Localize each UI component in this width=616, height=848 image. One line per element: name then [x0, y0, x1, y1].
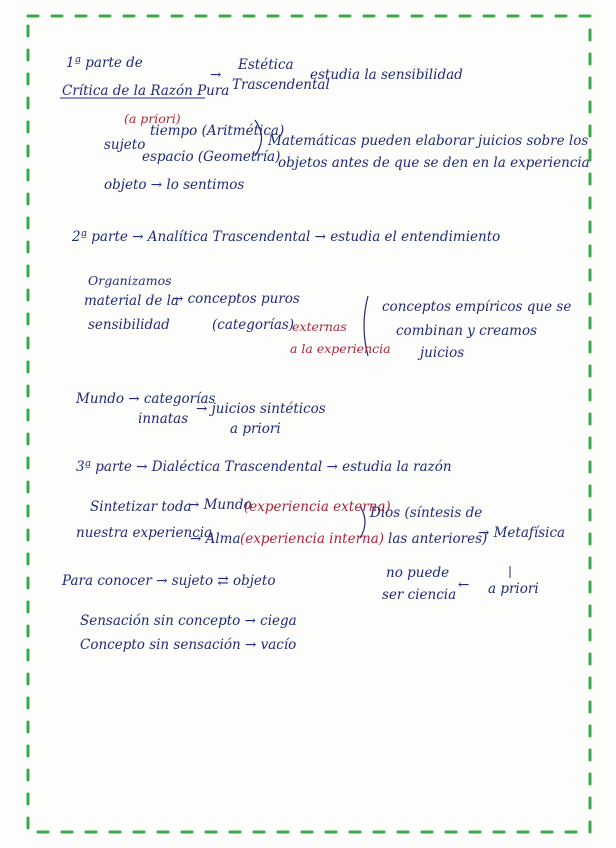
- part2-heading: 2ª parte → Analítica Trascendental → estudia el entendimiento: [72, 229, 501, 245]
- a-priori-label: a priori: [230, 421, 281, 437]
- no-puede-line2: ser ciencia: [382, 587, 457, 603]
- tiempo-line: tiempo (Aritmética): [150, 123, 285, 139]
- no-puede-line1: no puede: [386, 565, 450, 581]
- nuestra-experiencia: nuestra experiencia: [76, 525, 213, 541]
- matematicas-line1: Matemáticas pueden elaborar juicios sobre los: [268, 133, 589, 149]
- sujeto-label: sujeto: [104, 137, 146, 153]
- alma-label: → Alma: [190, 531, 241, 547]
- mundo-categorias: Mundo → categorías: [76, 391, 216, 407]
- para-conocer: Para conocer → sujeto ⇄ objeto: [62, 573, 276, 589]
- estetica-label: Estética: [238, 57, 294, 73]
- part1-arrow: →: [210, 67, 222, 83]
- externas-note: externas: [292, 319, 347, 334]
- mundo-label: → Mundo: [188, 497, 252, 513]
- empiricos-line1: conceptos empíricos que se: [382, 299, 572, 315]
- a-priori-note: (a priori): [124, 111, 181, 126]
- estudia-sensibilidad: estudia la sensibilidad: [310, 67, 463, 83]
- part1-label: 1ª parte de: [66, 55, 143, 71]
- innatas-label: innatas: [138, 411, 189, 427]
- concepto-line: Concepto sin sensación → vacío: [80, 637, 297, 653]
- mundo-note: (experiencia externa): [244, 499, 391, 515]
- part1-title: Crítica de la Razón Pura: [62, 83, 230, 99]
- sensibilidad-label: sensibilidad: [88, 317, 170, 333]
- a-priori-label-3: a priori: [488, 581, 539, 597]
- organizamos-label: Organizamos: [88, 273, 172, 288]
- matematicas-line2: objetos antes de que se den en la experiencia: [278, 155, 590, 171]
- metafisica-label: → Metafísica: [478, 525, 566, 541]
- material-label: material de la: [84, 293, 179, 309]
- empiricos-line3: juicios: [420, 345, 465, 361]
- part3-heading: 3ª parte → Dialéctica Trascendental → estudia la razón: [76, 459, 452, 475]
- left-arrow: ←: [458, 577, 470, 593]
- espacio-line: espacio (Geometría): [142, 149, 281, 165]
- alma-note: (experiencia interna): [240, 531, 385, 547]
- categorias-label: (categorías): [212, 317, 295, 333]
- experiencia-note: a la experiencia: [290, 341, 391, 356]
- objeto-line: objeto → lo sentimos: [104, 177, 245, 193]
- dios-line2: las anteriores): [388, 531, 488, 547]
- sensacion-line: Sensación sin concepto → ciega: [80, 613, 297, 629]
- dios-line1: Dios (síntesis de: [370, 505, 483, 521]
- sintetizar-label: Sintetizar toda: [90, 499, 192, 515]
- juicios-sinteticos: → juicios sintéticos: [196, 401, 326, 417]
- conceptos-puros: → conceptos puros: [172, 291, 300, 307]
- empiricos-line2: combinan y creamos: [396, 323, 538, 339]
- trascendental-label: Trascendental: [232, 77, 330, 93]
